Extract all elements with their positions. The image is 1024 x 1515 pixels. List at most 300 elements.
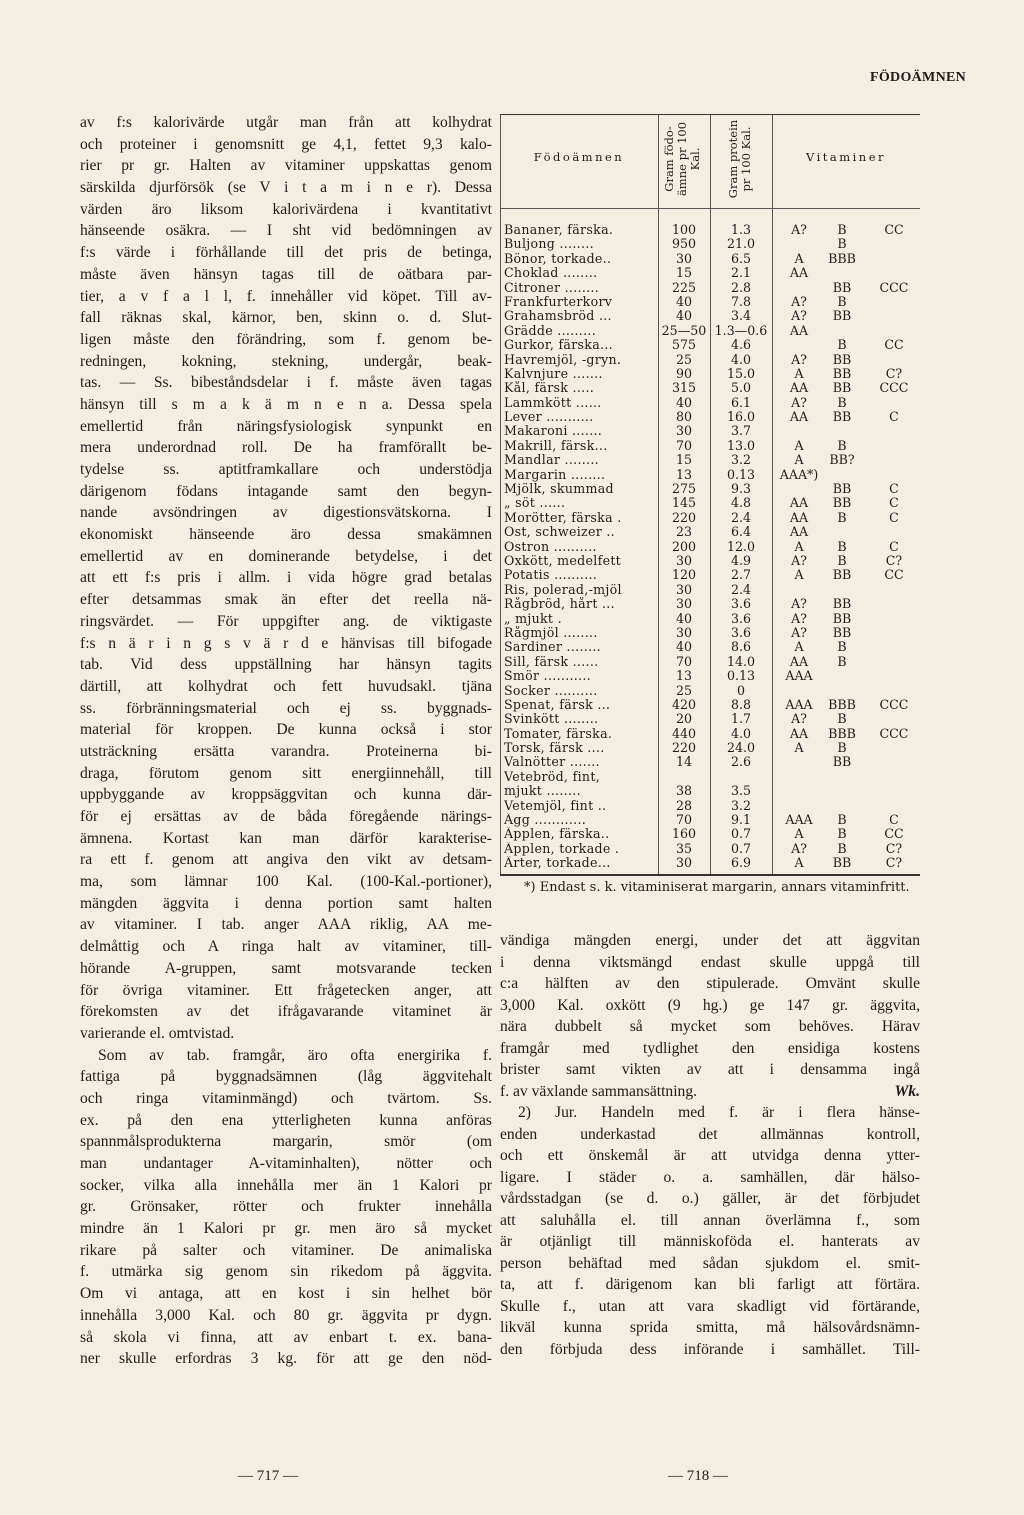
vitamin-c: C? [885, 365, 903, 381]
protein-per-100-kal: 3.7 [730, 423, 752, 439]
line-text: att ett f:s pris i allm. i vida högre grad betalas [80, 569, 492, 587]
vitamin-b: BBB [828, 250, 856, 266]
text-line [80, 936, 492, 958]
text-line [80, 1110, 492, 1132]
protein-per-100-kal: 1.3 [730, 222, 752, 237]
vitamin-a: A? [791, 308, 807, 324]
header-foodstuff: Födoämnen [533, 150, 625, 164]
protein-per-100-kal: 3.6 [730, 596, 752, 612]
gram-per-100-kal: 80 [675, 409, 693, 425]
vitamin-a: A [794, 538, 804, 554]
text-line [500, 952, 920, 974]
vitamin-c: C? [885, 840, 903, 856]
header-gram-protein: Gram protein pr 100 Kal. [726, 119, 753, 199]
text-line [80, 611, 492, 633]
food-name: Oxkött, medelfett [504, 553, 622, 568]
text-line [80, 763, 492, 785]
text-line [80, 1218, 492, 1240]
food-name: Svinkött ........ [504, 712, 599, 727]
text-line [80, 849, 492, 871]
vitamin-a: A? [791, 624, 807, 640]
table-row [500, 612, 920, 626]
protein-per-100-kal: 24.0 [726, 740, 756, 756]
line-text: och ett önskemål är att utvidga denna ytter- [500, 1147, 920, 1164]
line-text: tydelse ss. aptitframkallare och understödja [80, 461, 492, 478]
running-head: FÖDOÄMNEN [870, 70, 967, 85]
text-line [80, 286, 492, 308]
line-text: den förbjuda dess införande i samhället. Till- [500, 1340, 920, 1358]
vitamin-b: BB [832, 495, 852, 511]
text-line [500, 995, 920, 1017]
line-text: emellertid från näringsfysiologisk synpunkt en [80, 417, 492, 435]
food-name: Gurkor, färska... [504, 338, 613, 353]
vitamin-b: BB [832, 624, 852, 640]
text-line [80, 220, 492, 242]
text-line [80, 1196, 492, 1218]
text-line [500, 1317, 920, 1339]
table-row [500, 597, 920, 611]
line-text: är otjänligt till människoföda el. hanterats av [500, 1233, 920, 1250]
line-text: så skola vi finna, att av enbart t. ex. bana- [80, 1328, 492, 1346]
text-line [80, 307, 492, 329]
gram-per-100-kal: 13 [675, 466, 693, 482]
food-name: Ägg ............ [504, 813, 587, 828]
protein-per-100-kal: 9.3 [730, 481, 752, 497]
text-line [500, 1059, 920, 1081]
protein-per-100-kal: 3.6 [730, 624, 752, 640]
protein-per-100-kal: 6.1 [730, 394, 752, 410]
line-text: tab. Vid dess uppställning har hänsyn tagits [80, 656, 492, 674]
text-line [80, 1131, 492, 1153]
vitamin-a: AAA*) [779, 466, 819, 482]
gram-per-100-kal: 40 [675, 610, 693, 626]
protein-per-100-kal: 12.0 [726, 538, 756, 554]
vitamin-b: B [837, 394, 847, 410]
table-row [500, 741, 920, 755]
line-text: man undantager A-vitaminhalten), nötter och [80, 1155, 492, 1172]
gram-per-100-kal: 200 [671, 538, 697, 554]
vitamin-c: CC [884, 222, 904, 237]
food-name: Grädde ......... [504, 323, 596, 338]
table-row [500, 842, 920, 856]
line-text: delmåttig och A ringa halt av vitaminer, till- [80, 938, 492, 956]
vitamin-b: B [837, 293, 847, 309]
text-line [80, 1045, 492, 1067]
text-line [500, 1038, 920, 1060]
table-row [500, 827, 920, 841]
gram-per-100-kal: 15 [675, 452, 693, 468]
protein-per-100-kal: 3.2 [730, 452, 752, 468]
protein-per-100-kal: 0.13 [726, 668, 756, 684]
vitamin-c: CCC [879, 279, 909, 295]
gram-per-100-kal: 28 [675, 797, 693, 813]
protein-per-100-kal: 8.6 [730, 639, 752, 655]
line-text: ekonomiskt hänseende äro dessa smakämnen [80, 526, 492, 544]
vitamin-b: BB [832, 409, 852, 425]
vitamin-a: A? [791, 711, 807, 727]
gram-per-100-kal: 40 [675, 308, 693, 324]
table-header-rule [500, 208, 920, 209]
table-row [500, 468, 920, 482]
table-row [500, 396, 920, 410]
table-footnote: *) Endast s. k. vitaminiserat margarin, annars vitaminfritt. [524, 880, 910, 895]
protein-per-100-kal: 6.4 [730, 524, 752, 540]
table-row [500, 381, 920, 395]
vitamin-a: A? [791, 552, 807, 568]
food-name: Kål, färsk ..... [504, 381, 595, 396]
table-row [500, 784, 920, 798]
table-row [500, 540, 920, 554]
food-name: Potatis .......... [504, 568, 598, 583]
line-text: socker, vilka alla innehålla mer än 1 Kalori pr [80, 1176, 492, 1194]
table-row [500, 684, 920, 698]
food-name: Äpplen, färska.. [504, 827, 610, 842]
table-row [500, 266, 920, 280]
line-text: och proteiner i genomsnitt ge 4,1, fettet 9,3 kalo- [80, 135, 492, 153]
protein-per-100-kal: 0 [736, 682, 745, 698]
table-row [500, 295, 920, 309]
line-text: förekomsten av det ifrågavarande vitaminet är [80, 1003, 492, 1021]
table-row [500, 482, 920, 496]
protein-per-100-kal: 3.4 [730, 308, 752, 324]
gram-per-100-kal: 30 [675, 624, 693, 640]
vitamin-c: C [889, 409, 899, 425]
text-line [80, 980, 492, 1002]
page-number-left: — 717 — [238, 1468, 298, 1484]
line-text: ringsvärdet. — För uppgifter ang. de viktigaste [80, 612, 492, 630]
text-line [80, 676, 492, 698]
line-text: f. utmärka sig genom sin rikedom på äggvita. [80, 1263, 492, 1281]
vitamin-b: BBB [828, 696, 856, 712]
line-text: f:s värde i förhållande till det pris de betinga, [80, 244, 492, 262]
line-text: tier, a v f a l l, f. innehåller vid köpet. Till av- [80, 287, 492, 305]
vitamin-c: C [889, 509, 899, 525]
line-text: hörande A-gruppen, samt motsvarande tecken [80, 959, 492, 977]
vitamin-b: BB [832, 610, 852, 626]
protein-per-100-kal: 2.6 [730, 754, 752, 770]
protein-per-100-kal: 2.8 [730, 279, 752, 295]
food-name: Ost, schweizer .. [504, 525, 615, 540]
vitamin-b: B [837, 740, 847, 756]
line-text: varierande el. omtvistad. [80, 1024, 235, 1042]
vitamin-c: C? [885, 552, 903, 568]
food-name: Vetemjöl, fint .. [504, 798, 607, 813]
gram-per-100-kal: 25—50 [661, 322, 707, 338]
food-name: Ärter, torkade... [504, 856, 611, 871]
protein-per-100-kal: 21.0 [726, 236, 756, 252]
text-line [80, 1261, 492, 1283]
text-line [80, 1153, 492, 1175]
table-row [500, 799, 920, 813]
protein-per-100-kal: 8.8 [730, 696, 752, 712]
table-row [500, 770, 920, 784]
protein-per-100-kal: 2.4 [730, 509, 752, 525]
text-line [80, 437, 492, 459]
table-row [500, 338, 920, 352]
vitamin-b: B [837, 437, 847, 453]
gram-per-100-kal: 13 [675, 668, 693, 684]
vitamin-a: A [794, 250, 804, 266]
table-row [500, 669, 920, 683]
line-text: måste även hänsyn tagas till de oätbara par- [80, 265, 492, 283]
table-row [500, 583, 920, 597]
text-line [80, 264, 492, 286]
vitamin-b: B [837, 552, 847, 568]
vitamin-b: B [837, 711, 847, 727]
text-line [500, 973, 920, 995]
food-name: Sill, färsk ...... [504, 654, 599, 669]
protein-per-100-kal: 13.0 [726, 437, 756, 453]
protein-per-100-kal: 4.9 [730, 552, 752, 568]
line-text: 3,000 Kal. oxkött (9 hg.) ge 147 gr. äggvita, [500, 996, 920, 1014]
line-text: Om vi antaga, att en kost i sin helhet bör [80, 1285, 492, 1303]
text-line [500, 1016, 920, 1038]
gram-per-100-kal: 220 [671, 740, 697, 756]
food-name: „ mjukt . [504, 611, 562, 626]
vitamin-c: CC [884, 826, 904, 842]
line-text: och ringa vitaminmängd) och tvärtom. Ss. [80, 1089, 492, 1107]
line-text: ligare. I städer o. a. samhällen, där hälso- [500, 1168, 920, 1186]
line-text: material för kroppen. De kunna också i stor [80, 721, 492, 739]
header-vitamins: Vitaminer [805, 150, 887, 164]
food-name: Kalvnjure ....... [504, 366, 603, 381]
gram-per-100-kal: 145 [671, 495, 697, 511]
vitamin-a: A [794, 452, 804, 468]
gram-per-100-kal: 440 [671, 725, 697, 741]
protein-per-100-kal: 1.7 [730, 711, 752, 727]
text-line [80, 719, 492, 741]
gram-per-100-kal: 160 [671, 826, 697, 842]
left-text-column [80, 112, 492, 1370]
text-line [500, 1210, 920, 1232]
line-text: likväl kunna sprida smitta, må hälsovårdsnämn- [500, 1319, 920, 1336]
text-line [80, 806, 492, 828]
text-line [500, 930, 920, 952]
food-name: Mandlar ........ [504, 453, 599, 468]
line-text: draga, förutom genom sitt energiinnehåll, till [80, 764, 492, 782]
vitamin-a: AA [789, 524, 809, 540]
line-text: hänseende osäkra. — I sht vid bedömningen av [80, 222, 492, 240]
vitamin-a: A? [791, 840, 807, 856]
vitamin-b: B [837, 337, 847, 353]
table-row [500, 281, 920, 295]
vitamin-b: BB [832, 754, 852, 770]
vitamin-b: B [837, 653, 847, 669]
vitamin-a: AA [789, 653, 809, 669]
text-line [80, 394, 492, 416]
vitamin-c: CCC [879, 696, 909, 712]
vitamin-a: A? [791, 351, 807, 367]
gram-per-100-kal: 23 [675, 524, 693, 540]
gram-per-100-kal: 950 [671, 236, 697, 252]
text-line [500, 1145, 920, 1167]
text-line [80, 958, 492, 980]
line-text: ra ett f. genom att angiva den vikt av detsam- [80, 851, 492, 869]
table-row [500, 223, 920, 237]
table-row [500, 367, 920, 381]
food-name: Rågmjöl ........ [504, 625, 598, 640]
text-line [80, 828, 492, 850]
table-row [500, 496, 920, 510]
vitamin-a: AA [789, 409, 809, 425]
vitamin-b: BB [832, 279, 852, 295]
vitamin-b: BB [832, 351, 852, 367]
table-row [500, 813, 920, 827]
line-text: 2) Jur. Handeln med f. är i flera hänse- [518, 1104, 920, 1121]
line-text: därtill, att kolhydrat och fett huvudsakl. tjäna [80, 677, 492, 695]
protein-per-100-kal: 4.0 [730, 725, 752, 741]
vitamin-b: BB [832, 380, 852, 396]
line-text: fall räknas skal, kärnor, ben, skinn o. d. Slut- [80, 309, 492, 327]
line-text: rikare på salter och vitaminer. De animaliska [80, 1241, 492, 1259]
protein-per-100-kal: 2.7 [730, 567, 752, 583]
text-line [80, 351, 492, 373]
line-text: ämnena. Kortast kan man därför karakterise- [80, 829, 492, 847]
text-line [500, 1274, 920, 1296]
gram-per-100-kal: 35 [675, 840, 693, 856]
food-name: Torsk, färsk .... [504, 741, 605, 756]
vitamin-a: A? [791, 293, 807, 309]
protein-per-100-kal: 15.0 [726, 365, 756, 381]
protein-per-100-kal: 9.1 [730, 812, 752, 828]
gram-per-100-kal: 15 [675, 265, 693, 281]
food-table-body [500, 223, 920, 871]
gram-per-100-kal: 14 [675, 754, 693, 770]
text-line [500, 1124, 920, 1146]
vitamin-b: BB [832, 308, 852, 324]
vitamin-c: CCC [879, 380, 909, 396]
line-text: därigenom födans intagande samt den begyn- [80, 482, 492, 500]
food-name: Frankfurterkorv [504, 294, 613, 309]
line-text: vårdsstadgan (se d. o.) gäller, är det förbjudet [500, 1190, 920, 1207]
text-line [80, 654, 492, 676]
food-name: Bananer, färska. [504, 223, 614, 237]
food-name: Margarin ........ [504, 467, 606, 482]
vitamin-c: CC [884, 337, 904, 353]
vitamin-a: A [794, 740, 804, 756]
text-line [80, 134, 492, 156]
vitamin-a: A? [791, 222, 807, 237]
gram-per-100-kal: 30 [675, 855, 693, 871]
line-text: ta, att f. därigenom kan bli farligt att förtära. [500, 1276, 920, 1293]
line-text: ligen måste den förändring, som f. genom be- [80, 330, 492, 348]
vitamin-c: C [889, 538, 899, 554]
text-line [80, 914, 492, 936]
vitamin-c: CC [884, 567, 904, 583]
line-text: för övriga vitaminer. Ett frågetecken anger, att [80, 981, 492, 999]
line-text: redningen, kokning, stekning, undergår, beak- [80, 352, 492, 370]
gram-per-100-kal: 420 [671, 696, 697, 712]
text-line [80, 1023, 492, 1045]
food-name: Rågbröd, hårt ... [504, 597, 615, 612]
vitamin-a: A [794, 639, 804, 655]
text-line [80, 372, 492, 394]
text-line [80, 871, 492, 893]
vitamin-b: BB [832, 481, 852, 497]
text-line [500, 1296, 920, 1318]
line-text: efter detsammas smak än efter det reella nä- [80, 591, 492, 609]
food-name: Mjölk, skummad [504, 482, 614, 497]
food-name: „ söt ...... [504, 496, 566, 511]
text-line [500, 1167, 920, 1189]
line-text: av f:s kalorivärde utgår man från att kolhydrat [80, 114, 492, 131]
text-line [80, 155, 492, 177]
text-line [500, 1188, 920, 1210]
food-name: mjukt ........ [504, 784, 581, 799]
food-name: Bönor, torkade.. [504, 251, 612, 266]
food-name: Morötter, färska . [504, 510, 622, 525]
protein-per-100-kal: 2.4 [730, 581, 752, 597]
protein-per-100-kal: 14.0 [726, 653, 756, 669]
food-name: Tomater, färska. [504, 726, 613, 741]
vitamin-b: BB [832, 596, 852, 612]
table-row [500, 727, 920, 741]
line-text: vändiga mängden energi, under det att äggvitan [500, 932, 920, 949]
vitamin-a: AA [789, 380, 809, 396]
vitamin-a: A? [791, 394, 807, 410]
text-line [80, 1240, 492, 1262]
text-line [80, 784, 492, 806]
line-text: i denna viktsmängd endast skulle uppgå till [500, 953, 920, 971]
text-line [80, 242, 492, 264]
protein-per-100-kal: 3.5 [730, 783, 752, 799]
vitamin-a: A [794, 855, 804, 871]
text-line [80, 459, 492, 481]
text-line [80, 741, 492, 763]
vitamin-c: C [889, 812, 899, 828]
text-line [500, 1102, 920, 1124]
protein-per-100-kal: 6.9 [730, 855, 752, 871]
page-number-right: — 718 — [668, 1468, 728, 1484]
gram-per-100-kal: 120 [671, 567, 697, 583]
vitamin-c: C [889, 481, 899, 497]
line-text: mängden äggvita i denna portion samt halten [80, 894, 492, 912]
text-line [80, 1175, 492, 1197]
protein-per-100-kal: 7.8 [730, 293, 752, 309]
text-line [80, 112, 492, 134]
line-text: Skulle f., utan att vara skadligt vid förtärande, [500, 1297, 920, 1315]
line-text: hänsyn till s m a k ä m n e n a. Dessa spela [80, 395, 492, 413]
text-line [500, 1339, 920, 1361]
gram-per-100-kal: 30 [675, 250, 693, 266]
table-row [500, 237, 920, 251]
protein-per-100-kal: 0.7 [730, 826, 752, 842]
table-row [500, 309, 920, 323]
gram-per-100-kal: 20 [675, 711, 693, 727]
food-name: Spenat, färsk ... [504, 697, 611, 712]
line-text: c:a hälften av den stipulerade. Omvänt skulle [500, 975, 920, 992]
vitamin-b: BBB [828, 725, 856, 741]
line-text: ma, som lämnar 100 Kal. (100-Kal.-portioner), [80, 873, 492, 891]
gram-per-100-kal: 90 [675, 365, 693, 381]
line-text: framgår med tydlighet den ensidiga kostens [500, 1039, 920, 1057]
protein-per-100-kal: 4.8 [730, 495, 752, 511]
food-name: Choklad ........ [504, 266, 598, 281]
food-name: Äpplen, torkade . [504, 841, 620, 856]
vitamin-a: AAA [785, 696, 813, 712]
text-line [80, 567, 492, 589]
line-text: Som av tab. framgår, äro ofta energirika f. [98, 1046, 492, 1064]
gram-per-100-kal: 275 [671, 481, 697, 497]
food-name: Makrill, färsk... [504, 438, 608, 453]
text-line [80, 1066, 492, 1088]
protein-per-100-kal: 16.0 [726, 409, 756, 425]
vitamin-b: BB? [829, 452, 855, 468]
vitamin-a: AA [789, 322, 809, 338]
table-row [500, 410, 920, 424]
protein-per-100-kal: 4.0 [730, 351, 752, 367]
vitamin-b: BB [832, 365, 852, 381]
